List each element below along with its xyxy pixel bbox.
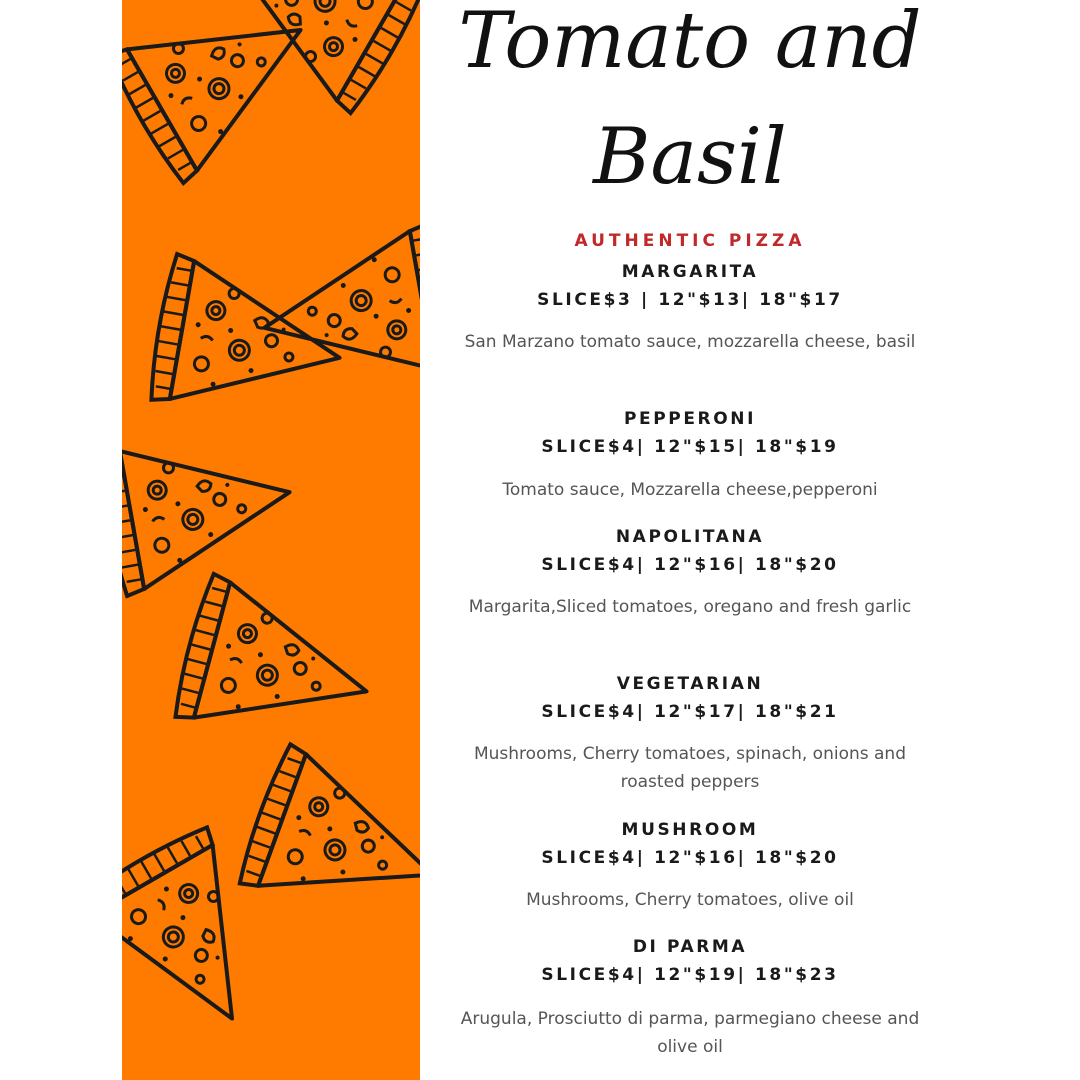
menu-item-description: Tomato sauce, Mozzarella cheese,pepperoni [502,480,878,500]
menu-item-price: SLICE$4| 12"$15| 18"$19 [541,437,839,457]
pizza-slice-icon [171,573,386,763]
menu-item-name: MUSHROOM [621,820,759,840]
pizza-slice-icon [122,419,302,597]
menu-item-description: Mushrooms, Cherry tomatoes, spinach, onions and roasted peppers [473,744,906,792]
menu-item-description: San Marzano tomato sauce, mozzarella cheese, basil [464,332,916,352]
menu-item-price: SLICE$4| 12"$17| 18"$21 [541,702,839,722]
menu-item-name: PEPPERONI [623,409,757,429]
restaurant-title-line2: Basil [593,112,787,202]
pizza-slice-icon [235,743,420,945]
menu-item-name: NAPOLITANA [615,527,765,547]
menu-item-price: SLICE$4| 12"$16| 18"$20 [541,555,839,575]
section-heading: AUTHENTIC PIZZA [574,231,806,251]
restaurant-title-line1: Tomato and [458,0,922,86]
menu-item-description: Margarita,Sliced tomatoes, oregano and fresh garlic [468,597,912,617]
menu-item-price: SLICE$4| 12"$16| 18"$20 [541,848,839,868]
pizza-slice-icon [122,0,338,186]
menu-item-name: VEGETARIAN [616,674,764,694]
pizza-slice-icon [196,0,420,116]
menu-item-name: DI PARMA [632,937,748,957]
menu-item-price: SLICE$4| 12"$19| 18"$23 [541,965,839,985]
menu-item-name: MARGARITA [621,262,759,282]
menu-item-price: SLICE$3 | 12"$13| 18"$17 [537,290,843,310]
menu-item-description: Mushrooms, Cherry tomatoes, olive oil [526,890,854,910]
menu-item-description: Arugula, Prosciutto di parma, parmegiano cheese and olive oil [460,1009,920,1057]
pizza-pattern-panel [122,0,420,1080]
